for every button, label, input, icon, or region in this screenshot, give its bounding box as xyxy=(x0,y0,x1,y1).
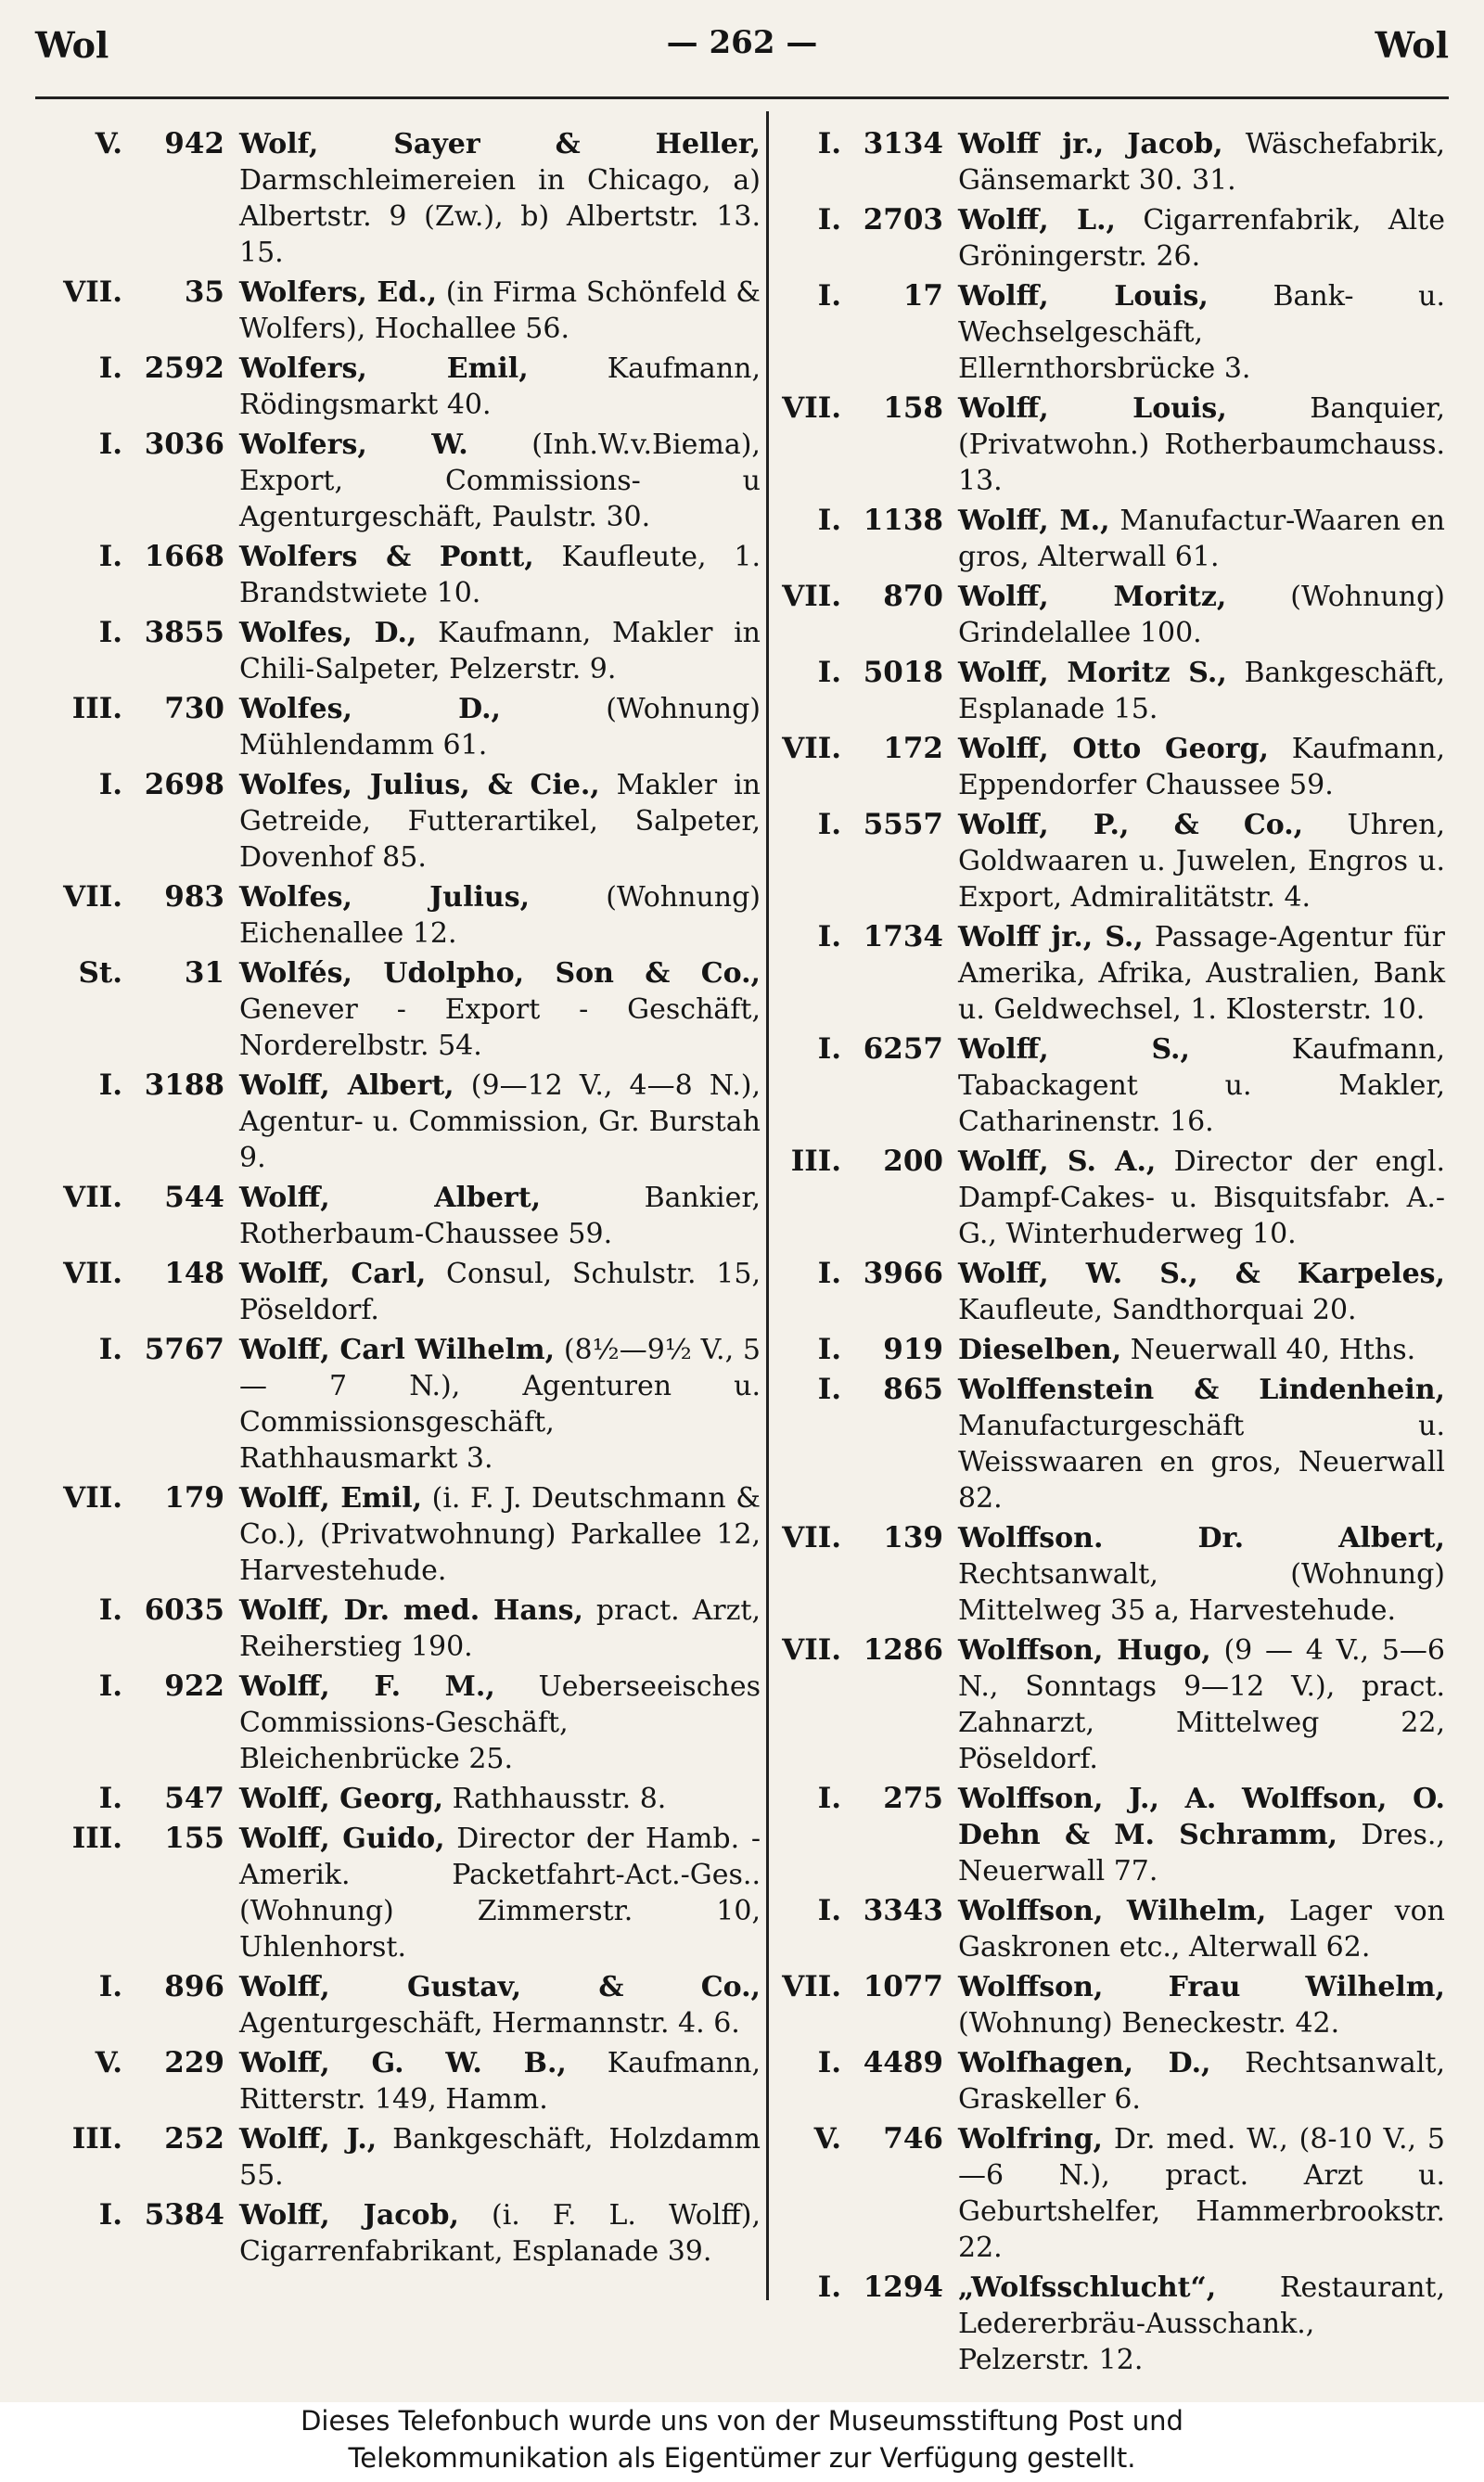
entry-name: Wolf, Sayer & Heller, xyxy=(239,128,761,160)
directory-entry xyxy=(782,919,1445,1028)
entry-details: Dres., Neuerwall 77. xyxy=(958,1819,1445,1887)
left-column xyxy=(35,126,761,2273)
entry-phone-number: 3966 xyxy=(863,1257,943,1290)
entry-district: VII. xyxy=(63,1181,122,1214)
entry-text xyxy=(239,2197,761,2270)
entry-text xyxy=(958,278,1445,387)
entry-name: Wolfers & Pontt, xyxy=(239,541,534,573)
entry-district: VII. xyxy=(782,732,841,765)
directory-entry xyxy=(35,539,761,611)
directory-entry xyxy=(782,2045,1445,2117)
entry-district: I. xyxy=(817,656,841,689)
entry-name: Dieselben, xyxy=(958,1334,1122,1366)
entry-phone-number: 3036 xyxy=(144,428,224,461)
entry-name: Wolfers, Ed., xyxy=(239,276,438,309)
entry-district: VII. xyxy=(63,275,122,309)
entry-details: (i. F. J. Deutschmann & Co.), (Privatwohnung) Parkallee 12, Harvestehude. xyxy=(239,1482,761,1587)
directory-entry xyxy=(35,1480,761,1589)
directory-entry xyxy=(35,615,761,687)
entry-details: Consul, Schulstr. 15, Pöseldorf. xyxy=(239,1258,761,1326)
entry-text xyxy=(239,427,761,535)
entry-name: Wolff, Albert, xyxy=(239,1182,542,1214)
entry-district: I. xyxy=(817,1032,841,1066)
entry-phone-number: 3188 xyxy=(144,1068,224,1102)
entry-text xyxy=(239,1821,761,1965)
entry-name: Wolffson. Dr. Albert, xyxy=(958,1522,1445,1554)
directory-entry xyxy=(35,1821,761,1965)
entry-district: I. xyxy=(817,279,841,313)
entry-phone-number: 922 xyxy=(164,1670,224,1703)
entry-phone-number: 1668 xyxy=(144,540,224,573)
entry-district: III. xyxy=(790,1145,841,1178)
entry-details: Kaufmann, Ritterstr. 149, Hamm. xyxy=(239,2047,761,2116)
entry-district: I. xyxy=(98,1782,122,1815)
directory-entry xyxy=(35,351,761,423)
entry-details: Kaufmann, Tabackagent u. Makler, Catharinenstr. 16. xyxy=(958,1033,1445,1138)
entry-details: Ueberseeisches Commissions-Geschäft, Bleichenbrücke 25. xyxy=(239,1670,761,1775)
directory-entry xyxy=(782,390,1445,499)
entry-name: Wolff jr., S., xyxy=(958,921,1144,953)
entry-name: Wolfes, Julius, xyxy=(239,881,531,914)
entry-district: I. xyxy=(98,428,122,461)
entry-phone-number: 746 xyxy=(883,2122,943,2156)
entry-district: VII. xyxy=(782,391,841,425)
directory-entry xyxy=(35,1180,761,1252)
entry-district: I. xyxy=(98,616,122,649)
entry-phone-number: 172 xyxy=(883,732,943,765)
entry-name: Wolfes, D., xyxy=(239,617,417,649)
entry-text xyxy=(239,275,761,347)
entry-district: I. xyxy=(817,808,841,841)
entry-district: I. xyxy=(817,1333,841,1366)
entry-text xyxy=(958,1332,1445,1368)
entry-district: I. xyxy=(817,203,841,237)
directory-entry xyxy=(782,1781,1445,1889)
entry-details: Lager von Gaskronen etc., Alterwall 62. xyxy=(958,1895,1445,1964)
directory-entry xyxy=(35,691,761,763)
entry-details: (Wohnung) Mühlendamm 61. xyxy=(239,693,761,761)
entry-name: Wolff jr., Jacob, xyxy=(958,128,1223,160)
directory-entry xyxy=(782,1144,1445,1252)
directory-entry xyxy=(782,1632,1445,1777)
entry-phone-number: 896 xyxy=(164,1970,224,2003)
entry-details: Restaurant, Ledererbräu-Ausschank., Pelzerstr. 12. xyxy=(958,2271,1445,2376)
entry-text xyxy=(958,503,1445,575)
entry-district: VII. xyxy=(782,580,841,613)
entry-details: Neuerwall 40, Hths. xyxy=(1130,1334,1416,1366)
entry-district: III. xyxy=(71,1822,122,1855)
directory-entry xyxy=(35,2045,761,2117)
entry-text xyxy=(239,2045,761,2117)
entry-name: Wolff, Guido, xyxy=(239,1823,445,1855)
entry-text xyxy=(239,879,761,952)
entry-phone-number: 275 xyxy=(883,1782,943,1815)
entry-district: I. xyxy=(98,2198,122,2232)
entry-details: (Wohnung) Beneckestr. 42. xyxy=(958,2007,1340,2040)
entry-name: Wolff, Moritz, xyxy=(958,581,1227,613)
entry-details: Passage-Agentur für Amerika, Afrika, Australien, Bank u. Geldwechsel, 1. Klosterstr. 10. xyxy=(958,921,1445,1026)
entry-phone-number: 31 xyxy=(184,956,224,990)
entry-district: I. xyxy=(817,504,841,537)
directory-entry xyxy=(782,1520,1445,1629)
entry-phone-number: 6257 xyxy=(863,1032,943,1066)
directory-entry xyxy=(35,1669,761,1777)
entry-details: Bank- u. Wechselgeschäft, Ellernthorsbrücke 3. xyxy=(958,280,1446,385)
entry-text xyxy=(239,691,761,763)
directory-entry xyxy=(35,2121,761,2194)
entry-district: VII. xyxy=(63,1257,122,1290)
header-right-catchword: Wol xyxy=(1375,24,1449,66)
entry-phone-number: 983 xyxy=(164,880,224,914)
directory-entry xyxy=(782,202,1445,275)
entry-district: V. xyxy=(813,2122,841,2156)
entry-phone-number: 5767 xyxy=(144,1333,224,1366)
entry-district: I. xyxy=(98,1333,122,1366)
entry-text xyxy=(958,1520,1445,1629)
entry-text xyxy=(958,807,1445,915)
entry-text xyxy=(958,1969,1445,2041)
directory-entry xyxy=(35,1781,761,1817)
entry-district: III. xyxy=(71,2122,122,2156)
entry-phone-number: 252 xyxy=(164,2122,224,2156)
directory-entry xyxy=(782,731,1445,803)
directory-entry xyxy=(782,2270,1445,2378)
entry-district: I. xyxy=(817,1782,841,1815)
header-rule xyxy=(35,96,1449,99)
entry-text xyxy=(239,1593,761,1665)
entry-details: (9—12 V., 4—8 N.), Agentur- u. Commission, Gr. Burstah 9. xyxy=(239,1069,761,1174)
entry-name: Wolff, S. A., xyxy=(958,1145,1157,1178)
entry-name: Wolfes, D., xyxy=(239,693,501,725)
entry-details: Kaufmann, Rödingsmarkt 40. xyxy=(239,352,761,421)
directory-entry xyxy=(782,1893,1445,1965)
entry-details: Uhren, Goldwaaren u. Juwelen, Engros u. Export, Admiralitätstr. 4. xyxy=(958,809,1445,914)
entry-text xyxy=(239,1669,761,1777)
entry-text xyxy=(239,1781,761,1817)
entry-district: VII. xyxy=(63,1481,122,1515)
entry-phone-number: 942 xyxy=(164,127,224,160)
entry-phone-number: 865 xyxy=(883,1373,943,1406)
directory-entry xyxy=(35,427,761,535)
entry-name: Wolff, Albert, xyxy=(239,1069,454,1102)
entry-name: Wolffson, Wilhelm, xyxy=(958,1895,1267,1927)
entry-district: I. xyxy=(98,540,122,573)
entry-text xyxy=(239,615,761,687)
entry-details: Kaufmann, Makler in Chili-Salpeter, Pelzerstr. 9. xyxy=(239,617,761,685)
entry-text xyxy=(958,202,1445,275)
entry-details: Makler in Getreide, Futterartikel, Salpeter, Dovenhof 85. xyxy=(239,769,761,874)
entry-district: VII. xyxy=(782,1633,841,1667)
page-header xyxy=(35,24,1449,80)
column-divider xyxy=(766,111,769,2300)
entry-name: Wolffson, Frau Wilhelm, xyxy=(958,1971,1445,2003)
entry-name: Wolffenstein & Lindenhein, xyxy=(958,1374,1445,1406)
entry-details: Director der Hamb. - Amerik. Packetfahrt-Act.-Ges.. (Wohnung) Zimmerstr. 10, Uhlenhorst. xyxy=(239,1823,761,1964)
entry-district: I. xyxy=(817,2046,841,2079)
entry-details: Darmschleimereien in Chicago, a) Albertstr. 9 (Zw.), b) Albertstr. 13. 15. xyxy=(239,164,761,269)
entry-phone-number: 919 xyxy=(883,1333,943,1366)
entry-text xyxy=(958,126,1445,198)
entry-name: Wolff, Moritz S., xyxy=(958,657,1227,689)
entry-district: I. xyxy=(98,1068,122,1102)
entry-details: Kaufmann, Eppendorfer Chaussee 59. xyxy=(958,733,1445,801)
directory-entry xyxy=(35,1593,761,1665)
directory-entry xyxy=(782,2121,1445,2266)
entry-details: Kaufleute, Sandthorquai 20. xyxy=(958,1294,1357,1326)
directory-entry xyxy=(782,1332,1445,1368)
entry-phone-number: 5018 xyxy=(863,656,943,689)
entry-name: Wolffson, J., A. Wolffson, O. Dehn & M. Schramm, xyxy=(958,1783,1445,1851)
entry-district: VII. xyxy=(782,1521,841,1554)
entry-phone-number: 547 xyxy=(164,1782,224,1815)
page-number: — 262 — xyxy=(666,24,818,61)
directory-entry xyxy=(782,1256,1445,1328)
entry-district: I. xyxy=(98,352,122,385)
entry-text xyxy=(239,955,761,1064)
directory-entry xyxy=(782,126,1445,198)
directory-entry xyxy=(35,955,761,1064)
entry-details: Cigarrenfabrik, Alte Gröningerstr. 26. xyxy=(958,204,1445,273)
entry-district: V. xyxy=(95,2046,122,2079)
footer-line-1: Dieses Telefonbuch wurde uns von der Museumsstiftung Post und xyxy=(301,2405,1183,2437)
entry-details: Bankgeschäft, Esplanade 15. xyxy=(958,657,1445,725)
entry-name: Wolff, Emil, xyxy=(239,1482,423,1515)
entry-phone-number: 3134 xyxy=(863,127,943,160)
entry-phone-number: 200 xyxy=(883,1145,943,1178)
entry-phone-number: 870 xyxy=(883,580,943,613)
entry-phone-number: 544 xyxy=(164,1181,224,1214)
directory-entry xyxy=(35,1068,761,1176)
entry-name: Wolffson, Hugo, xyxy=(958,1634,1211,1667)
entry-phone-number: 139 xyxy=(883,1521,943,1554)
entry-text xyxy=(239,1332,761,1477)
entry-name: Wolff, Carl, xyxy=(239,1258,427,1290)
entry-name: Wolff, J., xyxy=(239,2123,377,2156)
directory-entry xyxy=(35,879,761,952)
entry-details: Rathhausstr. 8. xyxy=(452,1783,667,1815)
entry-text xyxy=(958,2045,1445,2117)
entry-name: Wolff, M., xyxy=(958,505,1110,537)
entry-phone-number: 179 xyxy=(164,1481,224,1515)
entry-phone-number: 148 xyxy=(164,1257,224,1290)
entry-details: Bankgeschäft, Holzdamm 55. xyxy=(239,2123,761,2192)
entry-phone-number: 1734 xyxy=(863,920,943,953)
entry-district: I. xyxy=(817,1257,841,1290)
entry-text xyxy=(958,2121,1445,2266)
entry-text xyxy=(239,1256,761,1328)
entry-district: I. xyxy=(98,1670,122,1703)
directory-entry xyxy=(35,1332,761,1477)
footer-notice xyxy=(0,2402,1484,2482)
entry-details: Banquier, (Privatwohn.) Rotherbaumchauss. 13. xyxy=(958,392,1445,497)
entry-district: I. xyxy=(817,920,841,953)
entry-phone-number: 229 xyxy=(164,2046,224,2079)
entry-district: I. xyxy=(817,2271,841,2304)
entry-phone-number: 3343 xyxy=(863,1894,943,1927)
entry-text xyxy=(958,731,1445,803)
directory-entry xyxy=(35,2197,761,2270)
entry-name: Wolff, P., & Co., xyxy=(958,809,1304,841)
entry-details: (in Firma Schönfeld & Wolfers), Hochallee 56. xyxy=(239,276,761,345)
entry-details: Rechtsanwalt, (Wohnung) Mittelweg 35 a, Harvestehude. xyxy=(958,1558,1445,1627)
entry-name: Wolff, Louis, xyxy=(958,392,1227,425)
entry-phone-number: 1138 xyxy=(863,504,943,537)
entry-text xyxy=(958,1893,1445,1965)
entry-text xyxy=(958,579,1445,651)
entry-name: Wolfés, Udolpho, Son & Co., xyxy=(239,957,761,990)
entry-name: Wolff, Dr. med. Hans, xyxy=(239,1594,583,1627)
entry-text xyxy=(958,655,1445,727)
entry-details: pract. Arzt, Reiherstieg 190. xyxy=(239,1594,761,1663)
entry-name: Wolfring, xyxy=(958,2123,1103,2156)
entry-phone-number: 1286 xyxy=(863,1633,943,1667)
directory-entry xyxy=(782,579,1445,651)
entry-text xyxy=(958,1781,1445,1889)
directory-entry xyxy=(35,126,761,271)
entry-name: Wolff, L., xyxy=(958,204,1116,237)
entry-details: Dr. med. W., (8-10 V., 5—6 N.), pract. Arzt u. Geburtshelfer, Hammerbrookstr. 22. xyxy=(958,2123,1445,2264)
entry-district: I. xyxy=(98,768,122,801)
entry-name: Wolff, Carl Wilhelm, xyxy=(239,1334,556,1366)
entry-text xyxy=(958,1144,1445,1252)
entry-text xyxy=(239,2121,761,2194)
entry-details: Director der engl. Dampf-Cakes- u. Bisquitsfabr. A.-G., Winterhuderweg 10. xyxy=(958,1145,1445,1250)
entry-name: Wolff, Georg, xyxy=(239,1783,444,1815)
entry-district: VII. xyxy=(782,1970,841,2003)
entry-phone-number: 35 xyxy=(184,275,224,309)
entry-district: VII. xyxy=(63,880,122,914)
entry-phone-number: 2592 xyxy=(144,352,224,385)
entry-phone-number: 2698 xyxy=(144,768,224,801)
entry-phone-number: 158 xyxy=(883,391,943,425)
entry-district: I. xyxy=(98,1593,122,1627)
entry-name: Wolff, Jacob, xyxy=(239,2199,459,2232)
entry-text xyxy=(239,767,761,876)
entry-phone-number: 3855 xyxy=(144,616,224,649)
directory-entry xyxy=(35,767,761,876)
entry-phone-number: 4489 xyxy=(863,2046,943,2079)
directory-entry xyxy=(35,1969,761,2041)
entry-text xyxy=(239,1480,761,1589)
entry-phone-number: 5384 xyxy=(144,2198,224,2232)
entry-phone-number: 1077 xyxy=(863,1970,943,2003)
entry-text xyxy=(958,1256,1445,1328)
entry-text xyxy=(239,1969,761,2041)
entry-text xyxy=(958,390,1445,499)
entry-phone-number: 6035 xyxy=(144,1593,224,1627)
entry-text xyxy=(958,1031,1445,1140)
entry-name: Wolff, Gustav, & Co., xyxy=(239,1971,761,2003)
entry-name: „Wolfsschlucht“, xyxy=(958,2271,1217,2304)
directory-entry xyxy=(782,503,1445,575)
entry-name: Wolff, W. S., & Karpeles, xyxy=(958,1258,1445,1290)
entry-details: Kaufleute, 1. Brandstwiete 10. xyxy=(239,541,761,609)
entry-name: Wolff, G. W. B., xyxy=(239,2047,567,2079)
entry-district: I. xyxy=(817,1373,841,1406)
entry-name: Wolfes, Julius, & Cie., xyxy=(239,769,600,801)
entry-name: Wolfers, W. xyxy=(239,429,468,461)
entry-text xyxy=(958,1372,1445,1516)
entry-phone-number: 1294 xyxy=(863,2271,943,2304)
entry-district: V. xyxy=(95,127,122,160)
entry-details: (9 — 4 V., 5—6 N., Sonntags 9—12 V.), pract. Zahnarzt, Mittelweg 22, Pöseldorf. xyxy=(958,1634,1445,1775)
entry-details: Genever - Export - Geschäft, Norderelbstr. 54. xyxy=(239,993,761,1062)
entry-district: St. xyxy=(78,956,122,990)
entry-text xyxy=(958,1632,1445,1777)
entry-phone-number: 17 xyxy=(902,279,943,313)
header-left-catchword: Wol xyxy=(35,24,109,66)
entry-text xyxy=(958,919,1445,1028)
directory-entry xyxy=(35,275,761,347)
entry-name: Wolfhagen, D., xyxy=(958,2047,1211,2079)
directory-entry xyxy=(35,1256,761,1328)
footer-line-2: Telekommunikation als Eigentümer zur Verfügung gestellt. xyxy=(348,2442,1136,2474)
entry-district: III. xyxy=(71,692,122,725)
entry-details: Bankier, Rotherbaum-Chaussee 59. xyxy=(239,1182,761,1250)
directory-entry xyxy=(782,807,1445,915)
directory-entry xyxy=(782,278,1445,387)
directory-entry xyxy=(782,655,1445,727)
entry-details: Rechtsanwalt, Graskeller 6. xyxy=(958,2047,1445,2116)
entry-name: Wolff, F. M., xyxy=(239,1670,495,1703)
entry-phone-number: 730 xyxy=(164,692,224,725)
entry-name: Wolfers, Emil, xyxy=(239,352,529,385)
entry-details: (Inh.W.v.Biema), Export, Commissions- u Agenturgeschäft, Paulstr. 30. xyxy=(239,429,761,533)
directory-entry xyxy=(782,1031,1445,1140)
entry-details: (Wohnung) Grindelallee 100. xyxy=(958,581,1445,649)
entry-text xyxy=(239,351,761,423)
entry-text xyxy=(239,539,761,611)
entry-details: Agenturgeschäft, Hermannstr. 4. 6. xyxy=(239,2007,740,2040)
directory-entry xyxy=(782,1969,1445,2041)
entry-phone-number: 155 xyxy=(164,1822,224,1855)
entry-district: I. xyxy=(98,1970,122,2003)
entry-name: Wolff, Otto Georg, xyxy=(958,733,1269,765)
entry-text xyxy=(239,1180,761,1252)
entry-details: (8½—9½ V., 5 — 7 N.), Agenturen u. Commissionsgeschäft, Rathhausmarkt 3. xyxy=(239,1334,761,1475)
entry-district: I. xyxy=(817,127,841,160)
entry-text xyxy=(239,1068,761,1176)
entry-district: I. xyxy=(817,1894,841,1927)
right-column xyxy=(782,126,1445,2382)
entry-name: Wolff, S., xyxy=(958,1033,1190,1066)
entry-details: Manufacturgeschäft u. Weisswaaren en gros, Neuerwall 82. xyxy=(958,1410,1445,1515)
entry-details: (i. F. L. Wolff), Cigarrenfabrikant, Esplanade 39. xyxy=(239,2199,761,2268)
directory-entry xyxy=(782,1372,1445,1516)
entry-details: Manufactur-Waaren en gros, Alterwall 61. xyxy=(958,505,1446,573)
entry-phone-number: 5557 xyxy=(863,808,943,841)
entry-text xyxy=(958,2270,1445,2378)
entry-name: Wolff, Louis, xyxy=(958,280,1209,313)
entry-text xyxy=(239,126,761,271)
entry-details: (Wohnung) Eichenallee 12. xyxy=(239,881,761,950)
entry-phone-number: 2703 xyxy=(863,203,943,237)
entry-details: Wäschefabrik, Gänsemarkt 30. 31. xyxy=(958,128,1445,197)
